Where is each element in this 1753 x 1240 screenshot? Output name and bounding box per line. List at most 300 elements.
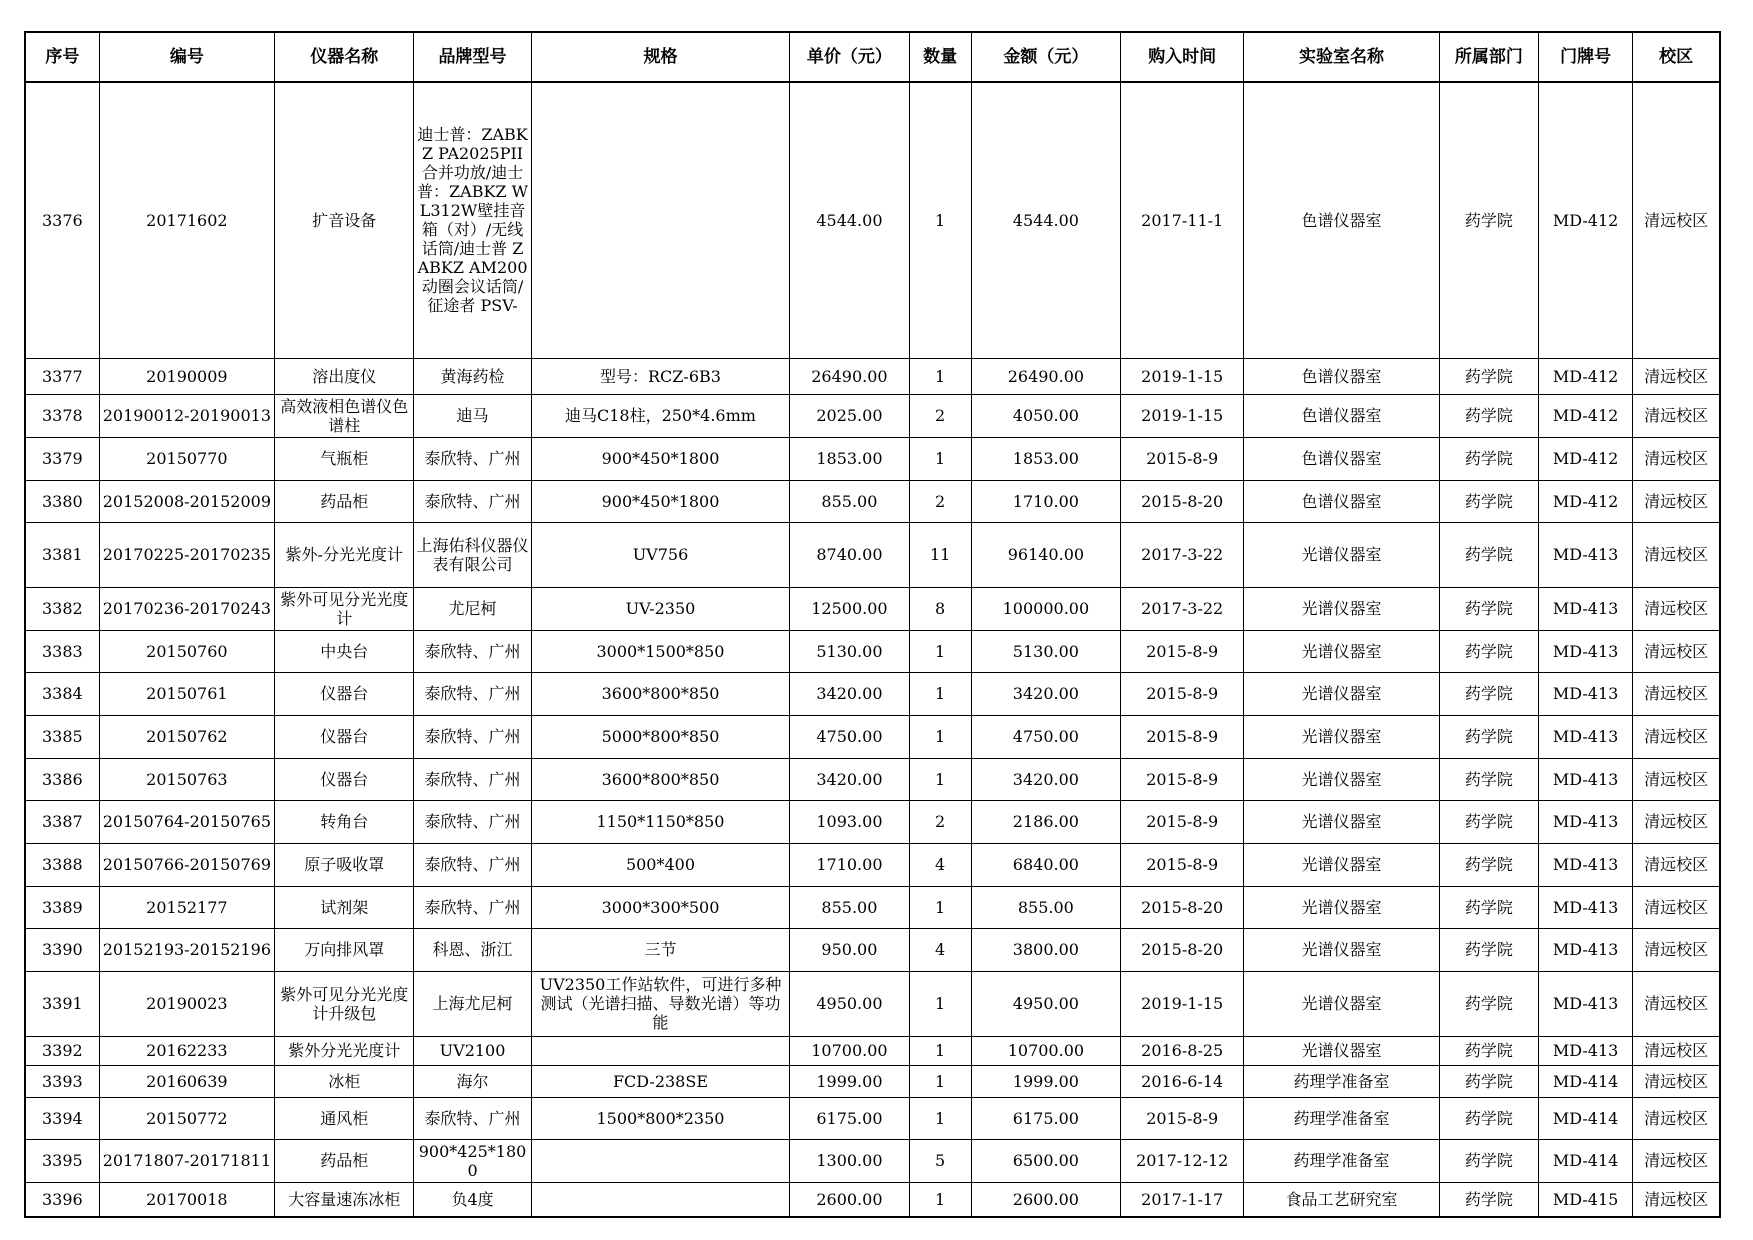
cell-room-number	[1539, 971, 1633, 1036]
cell-brand-model	[414, 522, 531, 587]
table-row	[25, 758, 1720, 800]
cell-lab-name-text: 光谱仪器室	[1301, 812, 1382, 831]
cell-room-number-text: MD-413	[1552, 812, 1619, 831]
cell-index	[25, 480, 99, 522]
cell-spec	[531, 715, 790, 758]
cell-purchase-date-text: 2015-8-9	[1146, 684, 1219, 703]
header-lab-name: 实验室名称	[1244, 32, 1439, 82]
cell-purchase-date-text: 2015-8-9	[1146, 769, 1219, 789]
cell-purchase-date	[1121, 1065, 1244, 1097]
cell-unit-price-text: 950.00	[821, 940, 878, 959]
cell-room-number	[1539, 1036, 1633, 1065]
cell-amount	[971, 843, 1120, 886]
cell-instrument-name-text: 转角台	[320, 812, 369, 831]
cell-code-text: 20160639	[146, 1071, 228, 1091]
cell-lab-name	[1244, 587, 1439, 630]
cell-code-text: 20190023	[146, 994, 228, 1013]
cell-spec-text: 型号：RCZ-6B3	[600, 366, 721, 386]
cell-amount	[971, 971, 1120, 1036]
cell-room-number-text: MD-414	[1552, 1108, 1619, 1128]
cell-campus-text: 清远校区	[1644, 599, 1709, 618]
cell-purchase-date	[1121, 928, 1244, 971]
cell-index	[25, 630, 99, 672]
cell-room-number-text: MD-413	[1552, 727, 1619, 746]
cell-campus-text: 清远校区	[1644, 769, 1709, 789]
cell-quantity-text: 2	[935, 812, 946, 831]
cell-index-text: 3391	[41, 994, 83, 1013]
cell-code-text: 20150761	[146, 684, 228, 703]
cell-room-number-text: MD-412	[1552, 449, 1619, 468]
cell-brand-model-text: 上海尤尼柯	[432, 994, 513, 1013]
cell-department-text: 药学院	[1464, 994, 1513, 1013]
cell-unit-price	[790, 522, 909, 587]
cell-unit-price	[790, 1182, 909, 1217]
cell-instrument-name-text: 扩音设备	[312, 210, 377, 230]
cell-spec	[531, 358, 790, 394]
cell-unit-price-text: 1853.00	[816, 449, 883, 468]
cell-unit-price-text: 8740.00	[816, 545, 883, 564]
table-row	[25, 928, 1720, 971]
cell-quantity	[909, 800, 971, 843]
cell-index-text: 3390	[41, 940, 83, 959]
cell-lab-name	[1244, 437, 1439, 480]
cell-lab-name-text: 药理学准备室	[1293, 1151, 1390, 1170]
cell-quantity-text: 1	[935, 769, 946, 789]
header-purchase-date: 购入时间	[1121, 32, 1244, 82]
cell-campus	[1633, 886, 1720, 928]
cell-department	[1439, 394, 1538, 437]
cell-lab-name	[1244, 843, 1439, 886]
cell-unit-price	[790, 82, 909, 358]
cell-index-text: 3383	[41, 641, 83, 661]
cell-code-text: 20170236-20170243	[102, 599, 272, 618]
cell-instrument-name-text: 药品柜	[320, 1151, 369, 1170]
table-row	[25, 1065, 1720, 1097]
cell-code	[99, 715, 274, 758]
cell-brand-model	[414, 800, 531, 843]
cell-brand-model	[414, 82, 531, 358]
cell-index-text: 3376	[41, 210, 83, 230]
cell-brand-model-text: 泰欣特、广州	[424, 769, 521, 789]
cell-code-text: 20150762	[146, 727, 228, 746]
cell-index	[25, 758, 99, 800]
cell-unit-price-text: 1300.00	[816, 1151, 883, 1170]
cell-quantity	[909, 928, 971, 971]
cell-instrument-name	[275, 630, 414, 672]
cell-quantity	[909, 358, 971, 394]
cell-room-number	[1539, 394, 1633, 437]
cell-amount	[971, 522, 1120, 587]
cell-amount-text: 1710.00	[1012, 491, 1079, 511]
cell-purchase-date-text: 2015-8-20	[1141, 940, 1224, 959]
cell-instrument-name	[275, 1097, 414, 1139]
cell-code-text: 20152008-20152009	[102, 491, 272, 511]
cell-index	[25, 928, 99, 971]
cell-spec-text: 3600*800*850	[601, 769, 720, 789]
cell-instrument-name-text: 仪器台	[320, 769, 369, 789]
cell-lab-name-text: 光谱仪器室	[1301, 940, 1382, 959]
cell-purchase-date-text: 2015-8-9	[1146, 855, 1219, 874]
cell-code	[99, 480, 274, 522]
cell-lab-name-text: 光谱仪器室	[1301, 1041, 1382, 1060]
cell-room-number	[1539, 928, 1633, 971]
cell-brand-model	[414, 1097, 531, 1139]
cell-index-text: 3385	[41, 727, 83, 746]
header-row	[25, 32, 1720, 82]
cell-lab-name-text: 色谱仪器室	[1301, 366, 1382, 386]
cell-lab-name-text: 色谱仪器室	[1301, 406, 1382, 425]
cell-instrument-name-text: 高效液相色谱仪色谱柱	[280, 396, 409, 435]
cell-room-number	[1539, 1065, 1633, 1097]
cell-instrument-name	[275, 928, 414, 971]
cell-lab-name	[1244, 1139, 1439, 1182]
cell-instrument-name	[275, 358, 414, 394]
cell-instrument-name-text: 大容量速冻冰柜	[288, 1189, 401, 1209]
cell-unit-price	[790, 630, 909, 672]
cell-lab-name-text: 药理学准备室	[1293, 1071, 1390, 1091]
cell-spec-text: UV-2350	[625, 599, 696, 618]
cell-index	[25, 358, 99, 394]
cell-unit-price	[790, 394, 909, 437]
cell-department-text: 药学院	[1464, 491, 1513, 511]
cell-instrument-name	[275, 672, 414, 715]
cell-code	[99, 1182, 274, 1217]
cell-department	[1439, 1139, 1538, 1182]
cell-brand-model	[414, 715, 531, 758]
cell-campus	[1633, 715, 1720, 758]
cell-index-text: 3379	[41, 449, 83, 468]
cell-campus	[1633, 1036, 1720, 1065]
cell-code-text: 20150760	[146, 641, 228, 661]
cell-campus-text: 清远校区	[1644, 684, 1709, 703]
cell-campus	[1633, 1097, 1720, 1139]
cell-campus-text: 清远校区	[1644, 449, 1709, 468]
cell-instrument-name	[275, 971, 414, 1036]
cell-amount-text: 6500.00	[1012, 1151, 1079, 1170]
cell-quantity	[909, 1036, 971, 1065]
cell-campus	[1633, 522, 1720, 587]
cell-purchase-date	[1121, 971, 1244, 1036]
cell-index-text: 3395	[41, 1151, 83, 1170]
cell-brand-model	[414, 1065, 531, 1097]
cell-lab-name	[1244, 630, 1439, 672]
cell-lab-name-text: 色谱仪器室	[1301, 449, 1382, 468]
cell-purchase-date	[1121, 715, 1244, 758]
cell-quantity	[909, 394, 971, 437]
cell-instrument-name	[275, 1139, 414, 1182]
cell-lab-name	[1244, 971, 1439, 1036]
cell-code-text: 20190009	[146, 366, 228, 386]
cell-quantity	[909, 587, 971, 630]
cell-department	[1439, 1065, 1538, 1097]
cell-code-text: 20171807-20171811	[102, 1151, 272, 1170]
header-department: 所属部门	[1439, 32, 1538, 82]
cell-purchase-date-text: 2017-1-17	[1141, 1189, 1224, 1209]
cell-instrument-name	[275, 1182, 414, 1217]
cell-spec	[531, 1065, 790, 1097]
cell-instrument-name	[275, 800, 414, 843]
cell-room-number	[1539, 358, 1633, 394]
cell-brand-model	[414, 672, 531, 715]
cell-unit-price-text: 855.00	[821, 897, 878, 917]
cell-spec-text: UV756	[632, 545, 689, 564]
cell-purchase-date	[1121, 358, 1244, 394]
cell-brand-model	[414, 587, 531, 630]
header-instrument-name: 仪器名称	[275, 32, 414, 82]
cell-room-number-text: MD-413	[1552, 684, 1619, 703]
cell-purchase-date-text: 2017-12-12	[1136, 1151, 1229, 1170]
cell-unit-price-text: 12500.00	[811, 599, 888, 618]
cell-unit-price	[790, 480, 909, 522]
cell-unit-price	[790, 437, 909, 480]
cell-amount	[971, 758, 1120, 800]
cell-room-number	[1539, 1097, 1633, 1139]
cell-campus	[1633, 800, 1720, 843]
cell-index	[25, 1065, 99, 1097]
cell-amount	[971, 672, 1120, 715]
cell-index-text: 3387	[41, 812, 83, 831]
cell-department	[1439, 630, 1538, 672]
cell-instrument-name	[275, 843, 414, 886]
cell-brand-model	[414, 630, 531, 672]
cell-brand-model-text: 900*425*1800	[418, 1141, 527, 1180]
cell-code-text: 20150764-20150765	[102, 812, 272, 831]
cell-instrument-name-text: 中央台	[320, 641, 369, 661]
cell-purchase-date	[1121, 843, 1244, 886]
cell-unit-price-text: 3420.00	[816, 684, 883, 703]
cell-purchase-date-text: 2015-8-9	[1146, 1108, 1219, 1128]
cell-code	[99, 843, 274, 886]
cell-quantity-text: 1	[935, 1189, 946, 1209]
cell-instrument-name	[275, 715, 414, 758]
cell-room-number	[1539, 82, 1633, 358]
cell-quantity-text: 1	[935, 1041, 946, 1060]
cell-instrument-name	[275, 886, 414, 928]
cell-campus-text: 清远校区	[1644, 1189, 1709, 1209]
cell-department-text: 药学院	[1464, 1151, 1513, 1170]
cell-amount-text: 26490.00	[1007, 366, 1085, 386]
cell-department-text: 药学院	[1464, 1108, 1513, 1128]
cell-instrument-name-text: 紫外可见分光光度计	[280, 589, 409, 628]
cell-lab-name	[1244, 1182, 1439, 1217]
table-row	[25, 1097, 1720, 1139]
cell-instrument-name	[275, 480, 414, 522]
cell-room-number	[1539, 715, 1633, 758]
cell-purchase-date-text: 2017-11-1	[1141, 210, 1224, 230]
cell-instrument-name	[275, 1065, 414, 1097]
cell-code	[99, 394, 274, 437]
cell-campus-text: 清远校区	[1644, 940, 1709, 959]
cell-quantity-text: 1	[935, 1071, 946, 1091]
cell-purchase-date	[1121, 672, 1244, 715]
cell-unit-price-text: 5130.00	[816, 641, 883, 661]
cell-room-number-text: MD-415	[1552, 1189, 1619, 1209]
cell-spec	[531, 886, 790, 928]
cell-spec	[531, 1139, 790, 1182]
cell-spec-text: UV2350工作站软件，可进行多种测试（光谱扫描、导数光谱）等功能	[539, 975, 782, 1032]
cell-quantity-text: 1	[935, 897, 946, 917]
cell-room-number-text: MD-413	[1552, 641, 1619, 661]
cell-unit-price-text: 855.00	[821, 491, 878, 511]
cell-spec-text: 3000*300*500	[601, 897, 720, 917]
cell-instrument-name	[275, 1036, 414, 1065]
cell-quantity-text: 5	[935, 1151, 946, 1170]
cell-department	[1439, 1097, 1538, 1139]
cell-brand-model-text: 上海佑科仪器仪表有限公司	[416, 535, 529, 574]
equipment-table	[24, 31, 1721, 1218]
cell-amount-text: 6175.00	[1012, 1108, 1079, 1128]
cell-brand-model-text: 泰欣特、广州	[424, 684, 521, 703]
cell-room-number	[1539, 480, 1633, 522]
cell-index	[25, 715, 99, 758]
cell-brand-model-text: 泰欣特、广州	[424, 812, 521, 831]
cell-index	[25, 1036, 99, 1065]
cell-index	[25, 843, 99, 886]
cell-campus-text: 清远校区	[1644, 855, 1709, 874]
cell-department	[1439, 358, 1538, 394]
cell-amount	[971, 630, 1120, 672]
cell-room-number	[1539, 758, 1633, 800]
header-code: 编号	[99, 32, 274, 82]
cell-lab-name-text: 药理学准备室	[1293, 1108, 1390, 1128]
cell-amount	[971, 928, 1120, 971]
cell-purchase-date-text: 2015-8-9	[1146, 727, 1219, 746]
cell-spec-text: 3600*800*850	[601, 684, 720, 703]
cell-instrument-name-text: 紫外-分光光度计	[285, 545, 403, 564]
cell-quantity-text: 11	[929, 545, 951, 564]
header-unit-price: 单价（元）	[790, 32, 909, 82]
cell-brand-model-text: 黄海药检	[440, 366, 505, 386]
cell-purchase-date-text: 2019-1-15	[1141, 366, 1224, 386]
cell-spec	[531, 1036, 790, 1065]
cell-brand-model-text: 迪马	[456, 406, 489, 425]
cell-code-text: 20150772	[146, 1108, 228, 1128]
cell-spec	[531, 672, 790, 715]
cell-purchase-date-text: 2016-6-14	[1141, 1071, 1224, 1091]
cell-index-text: 3392	[41, 1041, 83, 1060]
cell-spec-text: 3000*1500*850	[596, 641, 725, 661]
cell-department	[1439, 843, 1538, 886]
cell-amount	[971, 800, 1120, 843]
cell-quantity-text: 2	[935, 491, 946, 511]
cell-index	[25, 394, 99, 437]
cell-code	[99, 587, 274, 630]
cell-spec	[531, 1182, 790, 1217]
cell-code	[99, 1097, 274, 1139]
cell-unit-price-text: 1093.00	[816, 812, 883, 831]
cell-amount-text: 4050.00	[1012, 406, 1079, 425]
cell-index-text: 3396	[41, 1189, 83, 1209]
cell-lab-name	[1244, 715, 1439, 758]
cell-brand-model-text: 泰欣特、广州	[424, 449, 521, 468]
cell-unit-price-text: 1710.00	[816, 855, 883, 874]
cell-amount-text: 1999.00	[1012, 1071, 1079, 1091]
cell-campus	[1633, 630, 1720, 672]
cell-spec	[531, 800, 790, 843]
cell-index	[25, 82, 99, 358]
header-quantity: 数量	[909, 32, 971, 82]
cell-instrument-name-text: 紫外分光光度计	[288, 1041, 401, 1060]
cell-lab-name-text: 光谱仪器室	[1301, 897, 1382, 917]
cell-department-text: 药学院	[1464, 599, 1513, 618]
cell-index-text: 3381	[41, 545, 83, 564]
cell-amount-text: 10700.00	[1007, 1041, 1085, 1060]
table-body	[25, 82, 1720, 1217]
table-row	[25, 82, 1720, 358]
cell-amount-text: 5130.00	[1012, 641, 1079, 661]
cell-quantity	[909, 437, 971, 480]
cell-room-number	[1539, 437, 1633, 480]
cell-code	[99, 358, 274, 394]
cell-room-number	[1539, 886, 1633, 928]
cell-brand-model-text: 泰欣特、广州	[424, 727, 521, 746]
cell-department	[1439, 672, 1538, 715]
cell-quantity	[909, 480, 971, 522]
cell-instrument-name-text: 溶出度仪	[312, 366, 377, 386]
cell-lab-name-text: 光谱仪器室	[1301, 545, 1382, 564]
cell-department	[1439, 800, 1538, 843]
cell-room-number	[1539, 587, 1633, 630]
cell-department-text: 药学院	[1464, 812, 1513, 831]
cell-department-text: 药学院	[1464, 940, 1513, 959]
cell-quantity-text: 8	[935, 599, 946, 618]
cell-instrument-name-text: 药品柜	[320, 491, 369, 511]
cell-brand-model-text: 泰欣特、广州	[424, 1108, 521, 1128]
cell-campus-text: 清远校区	[1644, 727, 1709, 746]
cell-department-text: 药学院	[1464, 897, 1513, 917]
cell-purchase-date-text: 2015-8-9	[1146, 812, 1219, 831]
cell-department	[1439, 1036, 1538, 1065]
cell-unit-price-text: 4750.00	[816, 727, 883, 746]
cell-room-number-text: MD-412	[1552, 210, 1619, 230]
cell-campus-text: 清远校区	[1644, 491, 1709, 511]
cell-code-text: 20170225-20170235	[102, 545, 272, 564]
cell-brand-model	[414, 437, 531, 480]
cell-purchase-date	[1121, 82, 1244, 358]
header-brand-model: 品牌型号	[414, 32, 531, 82]
cell-quantity-text: 4	[935, 855, 946, 874]
table-row	[25, 1036, 1720, 1065]
cell-campus-text: 清远校区	[1644, 1151, 1709, 1170]
cell-lab-name	[1244, 928, 1439, 971]
cell-code	[99, 928, 274, 971]
cell-room-number-text: MD-412	[1552, 406, 1619, 425]
cell-lab-name	[1244, 1065, 1439, 1097]
cell-spec	[531, 394, 790, 437]
cell-campus-text: 清远校区	[1644, 897, 1709, 917]
cell-amount-text: 2600.00	[1012, 1189, 1079, 1209]
cell-room-number-text: MD-413	[1552, 1041, 1619, 1060]
cell-room-number-text: MD-414	[1552, 1151, 1619, 1170]
header-amount: 金额（元）	[971, 32, 1120, 82]
cell-unit-price	[790, 672, 909, 715]
cell-unit-price-text: 4544.00	[816, 210, 883, 230]
cell-purchase-date	[1121, 587, 1244, 630]
cell-amount-text: 100000.00	[1002, 599, 1090, 618]
cell-campus	[1633, 82, 1720, 358]
header-room-number: 门牌号	[1539, 32, 1633, 82]
cell-brand-model-text: 迪士普：ZABKZ PA2025PII合并功放/迪士普：ZABKZ WL312W壁挂音箱（对）/无线话筒/迪士普 ZABKZ AM200动圈会议话筒/征途者 PSV-	[417, 125, 529, 316]
cell-amount	[971, 1182, 1120, 1217]
cell-campus	[1633, 672, 1720, 715]
cell-code-text: 20171602	[146, 210, 228, 230]
cell-purchase-date-text: 2015-8-9	[1146, 449, 1219, 468]
cell-lab-name-text: 光谱仪器室	[1301, 599, 1382, 618]
cell-lab-name	[1244, 82, 1439, 358]
cell-amount	[971, 82, 1120, 358]
cell-campus-text: 清远校区	[1644, 812, 1709, 831]
cell-campus	[1633, 358, 1720, 394]
